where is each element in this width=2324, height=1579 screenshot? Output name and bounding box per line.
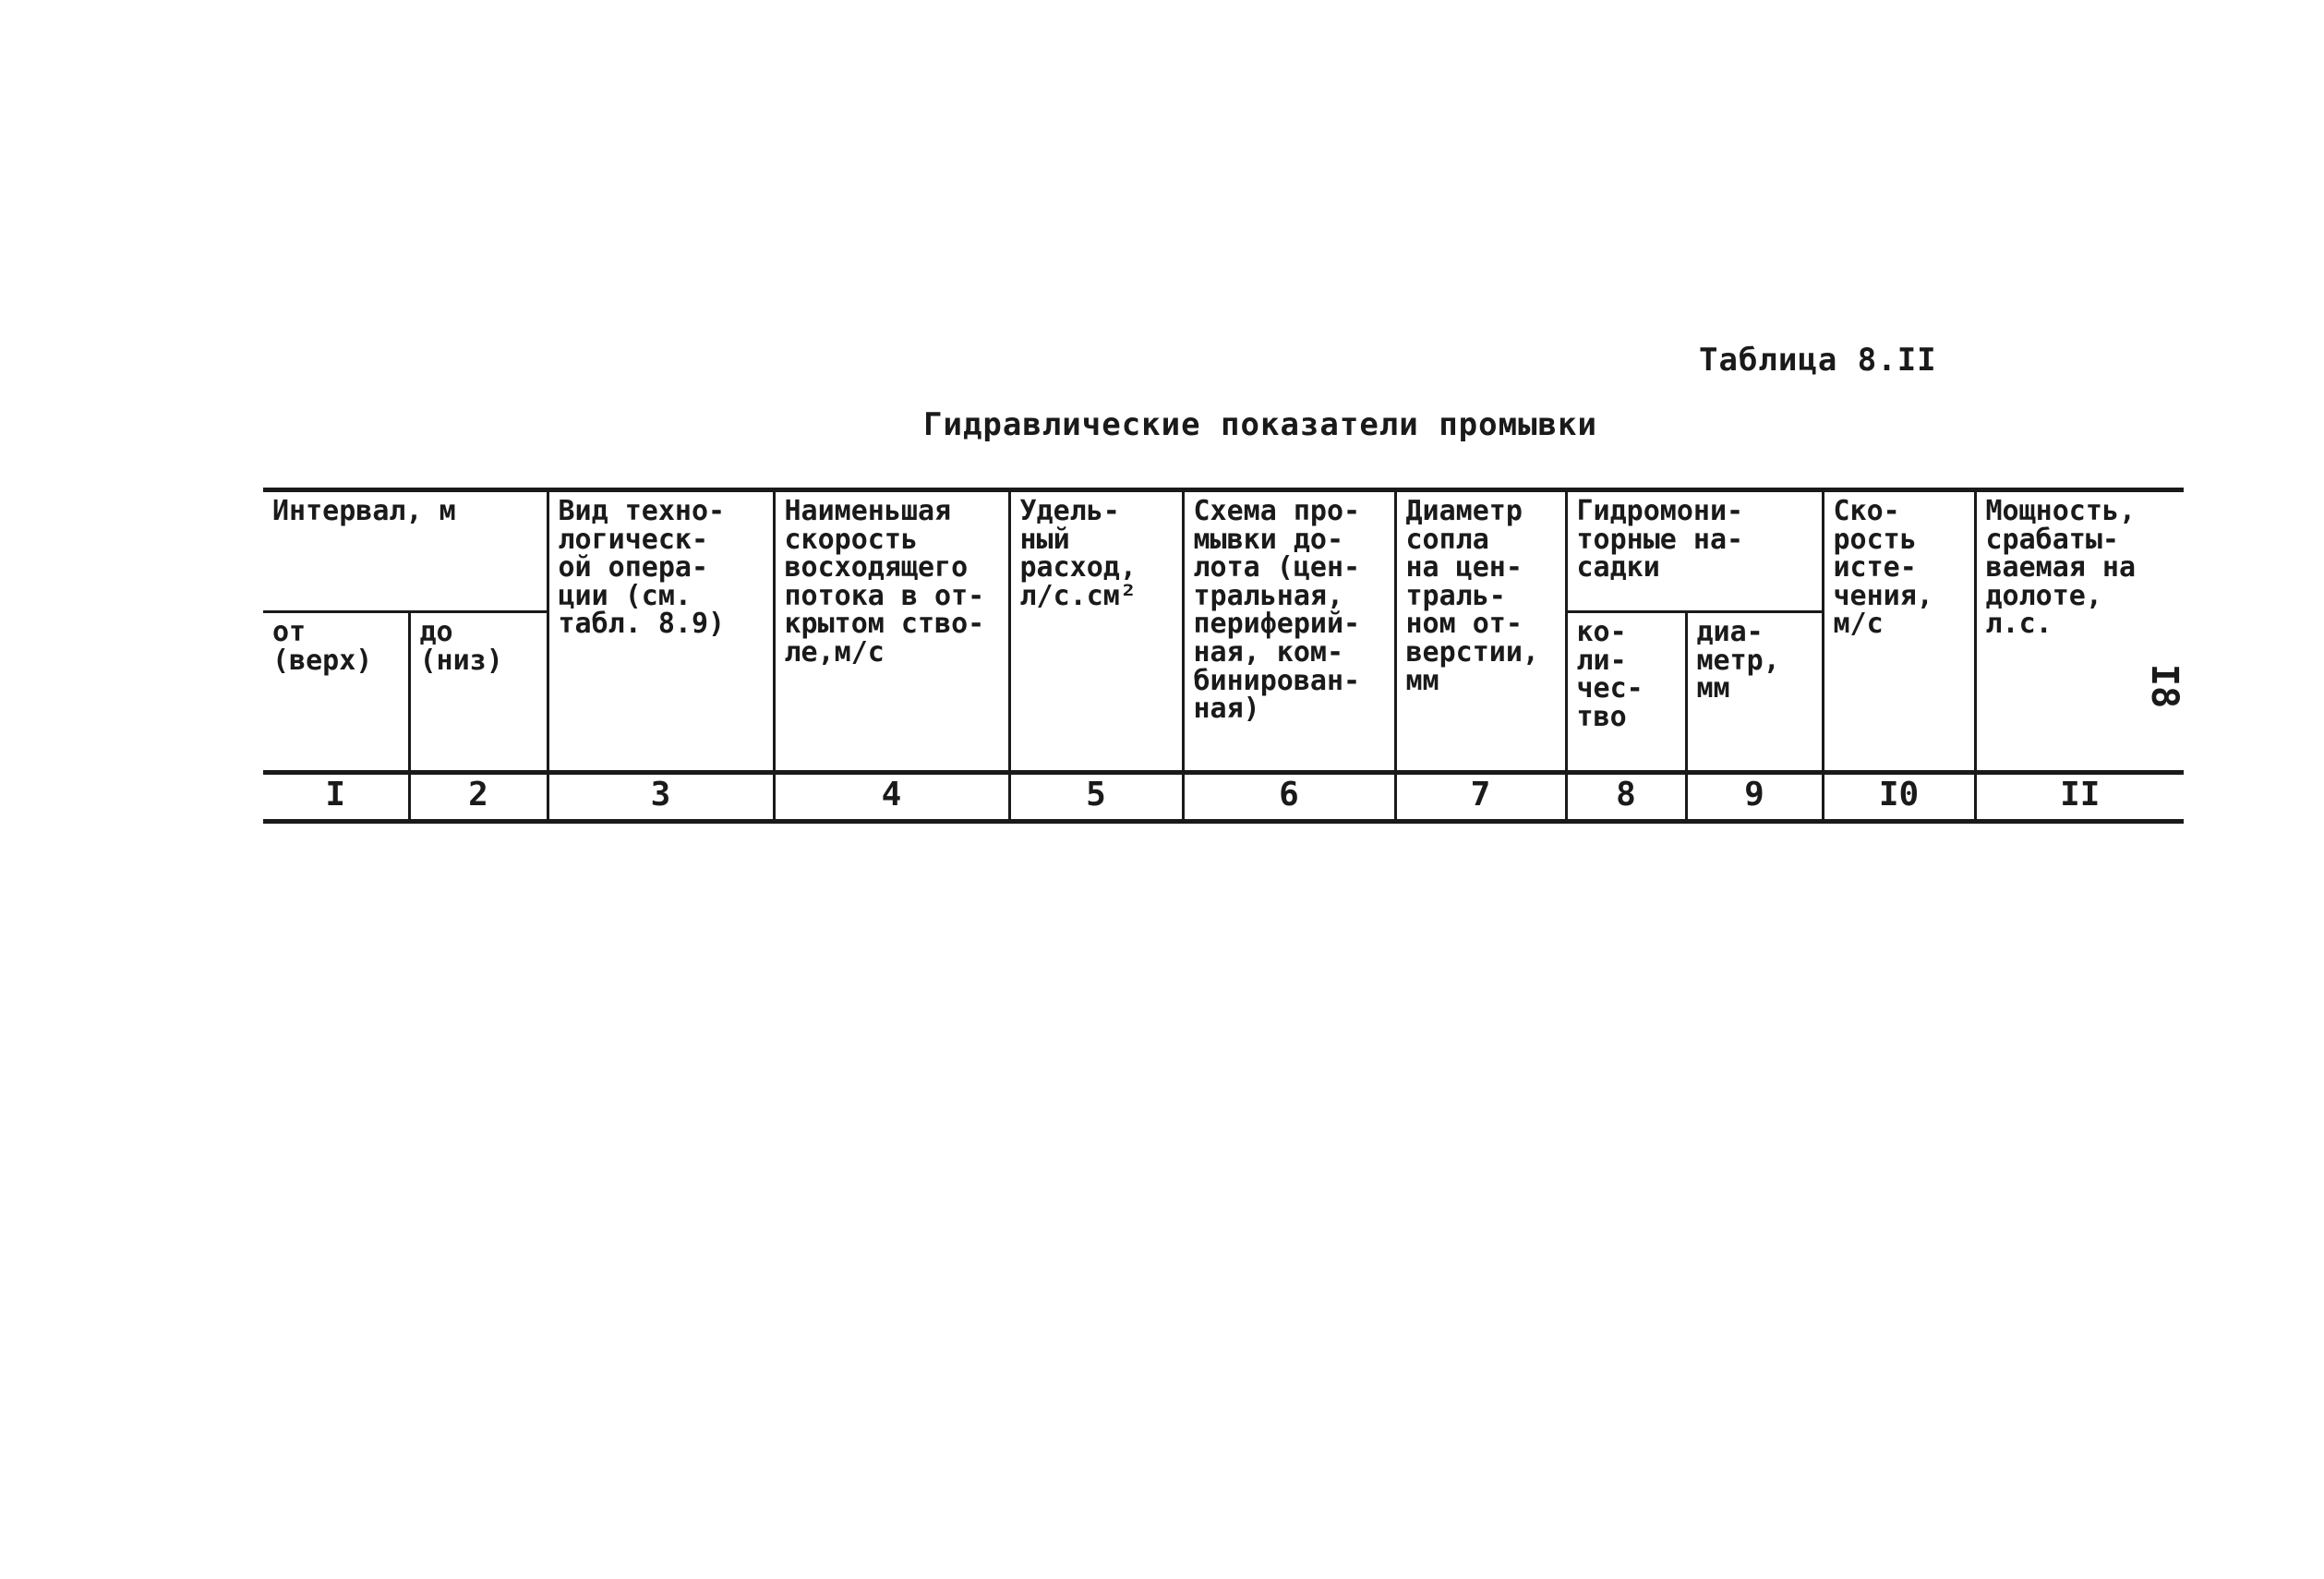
header-diameter: диа- метр, мм (1686, 612, 1823, 773)
header-min-velocity: Наименьшая скорость восходящего потока в от- крытом ство- ле,м/с (774, 490, 1009, 773)
column-number: II (1975, 773, 2184, 822)
column-number-row (263, 773, 2184, 822)
page-number: I8 (2143, 663, 2186, 709)
header-specific-flow: Удель- ный расход, л/с.см² (1009, 490, 1183, 773)
column-number: I0 (1823, 773, 1975, 822)
header-quantity: ко- ли- чес- тво (1566, 612, 1686, 773)
header-to: до (низ) (409, 612, 548, 773)
column-number: 9 (1686, 773, 1823, 822)
column-number: 8 (1566, 773, 1686, 822)
column-number: 3 (548, 773, 774, 822)
column-number: 2 (409, 773, 548, 822)
column-number: 5 (1009, 773, 1183, 822)
header-from: от (верх) (263, 612, 409, 773)
header-nozzle-diameter: Диаметр сопла на цен- траль- ном от- верстии, мм (1395, 490, 1566, 773)
header-row-top (263, 490, 2184, 612)
column-number: 4 (774, 773, 1009, 822)
column-number: 6 (1183, 773, 1395, 822)
header-operation-type: Вид техно- логическ- ой опера- ции (см. табл. 8.9) (548, 490, 774, 773)
header-interval: Интервал, м (263, 490, 548, 612)
header-flushing-scheme: Схема про- мывки до- лота (цен- тральная, периферий- ная, ком- бинирован- ная) (1183, 490, 1395, 773)
header-power: Мощность, срабаты- ваемая на долоте, л.с. (1975, 490, 2184, 773)
hydraulic-parameters-table (263, 488, 2184, 824)
header-outflow-velocity: Ско- рость исте- чения, м/с (1823, 490, 1975, 773)
table-title: Гидравлические показатели промывки (923, 406, 1597, 443)
column-number: I (263, 773, 409, 822)
column-number: 7 (1395, 773, 1566, 822)
header-hydromonitor-nozzles: Гидромони- торные на- садки (1566, 490, 1823, 612)
table-number-label: Таблица 8.II (1699, 342, 1937, 379)
